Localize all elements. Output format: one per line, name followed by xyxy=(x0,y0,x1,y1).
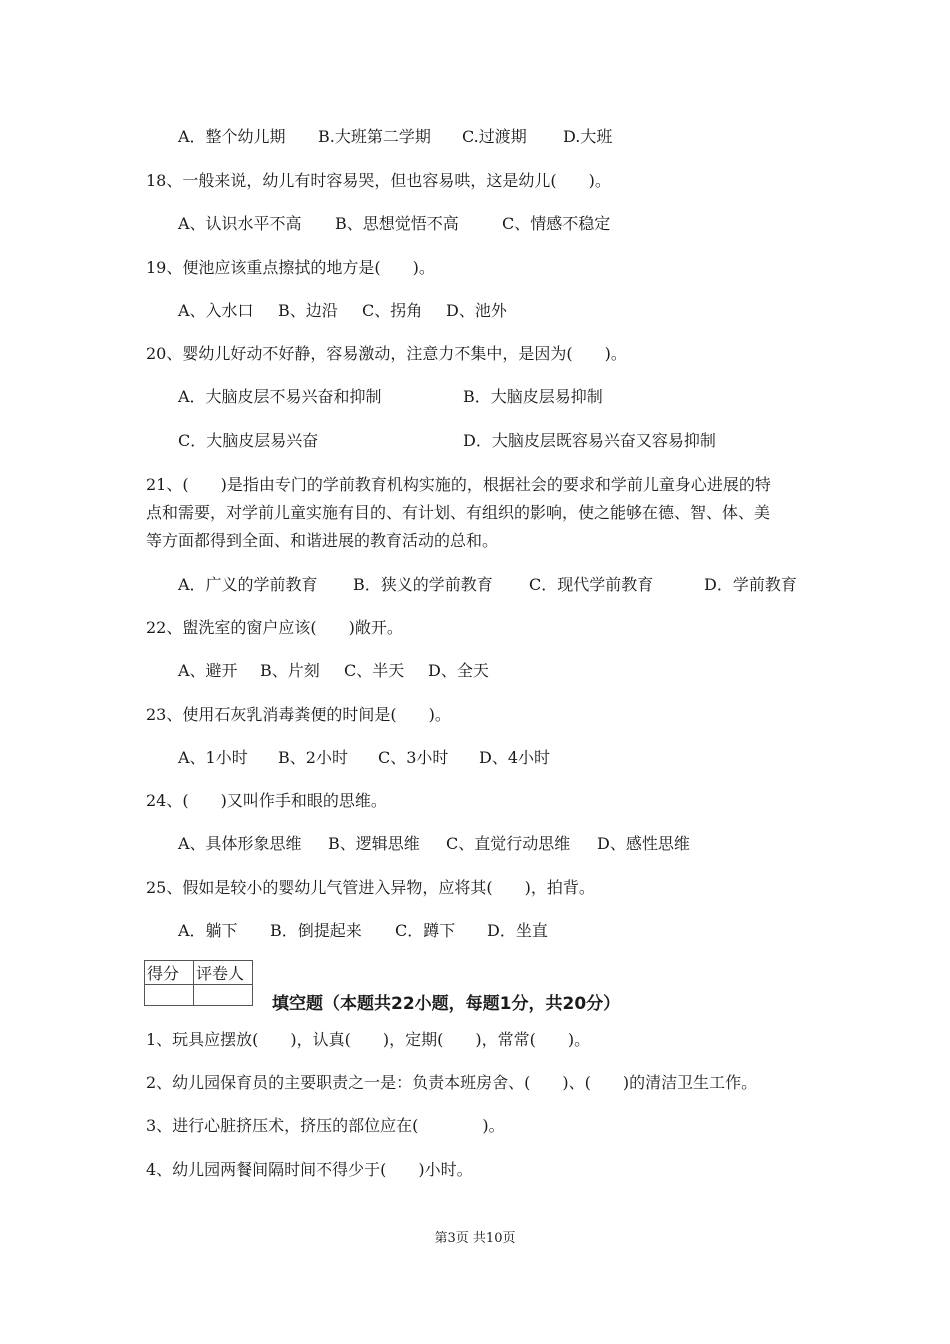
score-cell xyxy=(145,985,194,1006)
q22-option-a: A、避开 xyxy=(178,661,238,680)
q19-option-a: A、入水口 xyxy=(178,301,254,320)
q24-option-b: B、逻辑思维 xyxy=(328,834,420,853)
q24-stem: 24、( )又叫作手和眼的思维。 xyxy=(146,791,387,810)
q21-line-3: 等方面都得到全面、和谐进展的教育活动的总和。 xyxy=(146,531,499,550)
page-footer: 第3页 共10页 xyxy=(434,1231,516,1246)
q24-option-d: D、感性思维 xyxy=(597,834,690,853)
q25-option-b: B．倒提起来 xyxy=(270,921,362,940)
q22-option-d: D、全天 xyxy=(428,661,489,680)
q21-option-d: D．学前教育 xyxy=(704,575,797,594)
q18-stem: 18、一般来说，幼儿有时容易哭，但也容易哄，这是幼儿( )。 xyxy=(146,171,611,190)
score-label: 得分 xyxy=(145,961,194,985)
q21-line-1: 21、( )是指由专门的学前教育机构实施的，根据社会的要求和学前儿童身心进展的特 xyxy=(146,475,771,494)
q23-option-a: A、1小时 xyxy=(178,748,248,767)
q22-option-b: B、片刻 xyxy=(260,661,320,680)
q19-option-c: C、拐角 xyxy=(362,301,423,320)
fill-question-2: 2、幼儿园保育员的主要职责之一是：负责本班房舍、( )、( )的清洁卫生工作。 xyxy=(146,1073,758,1092)
q19-option-b: B、边沿 xyxy=(278,301,338,320)
q25-stem: 25、假如是较小的婴幼儿气管进入异物，应将其( )，拍背。 xyxy=(146,878,595,897)
q21-option-c: C．现代学前教育 xyxy=(529,575,654,594)
fill-question-4: 4、幼儿园两餐间隔时间不得少于( )小时。 xyxy=(146,1160,473,1179)
q17-option-a: A．整个幼儿期 xyxy=(178,127,286,146)
q25-option-a: A．躺下 xyxy=(178,921,238,940)
q23-option-d: D、4小时 xyxy=(479,748,551,767)
score-table xyxy=(144,960,253,1006)
q23-option-c: C、3小时 xyxy=(378,748,449,767)
q19-stem: 19、便池应该重点擦拭的地方是( )。 xyxy=(146,258,435,277)
fill-question-1: 1、玩具应摆放( )，认真( )，定期( )，常常( )。 xyxy=(146,1030,591,1049)
q21-line-2: 点和需要，对学前儿童实施有目的、有计划、有组织的影响，使之能够在德、智、体、美 xyxy=(146,503,771,522)
q25-option-d: D．坐直 xyxy=(487,921,548,940)
q21-option-a: A．广义的学前教育 xyxy=(178,575,318,594)
q17-option-b: B.大班第二学期 xyxy=(318,127,431,146)
q24-option-a: A、具体形象思维 xyxy=(178,834,302,853)
grader-label: 评卷人 xyxy=(194,961,253,985)
q25-option-c: C．蹲下 xyxy=(395,921,456,940)
q18-option-b: B、思想觉悟不高 xyxy=(335,214,459,233)
fill-question-3: 3、进行心脏挤压术，挤压的部位应在( )。 xyxy=(146,1116,505,1135)
grader-cell xyxy=(194,985,253,1006)
q20-option-c: C．大脑皮层易兴奋 xyxy=(178,431,319,450)
q19-option-d: D、池外 xyxy=(446,301,507,320)
q17-option-d: D.大班 xyxy=(563,127,613,146)
q20-option-b: B．大脑皮层易抑制 xyxy=(463,387,603,406)
q23-stem: 23、使用石灰乳消毒粪便的时间是( )。 xyxy=(146,705,451,724)
q20-option-d: D．大脑皮层既容易兴奋又容易抑制 xyxy=(463,431,716,450)
q18-option-c: C、情感不稳定 xyxy=(502,214,611,233)
q17-option-c: C.过渡期 xyxy=(462,127,527,146)
q24-option-c: C、直觉行动思维 xyxy=(446,834,571,853)
q22-option-c: C、半天 xyxy=(344,661,405,680)
q18-option-a: A、认识水平不高 xyxy=(178,214,302,233)
q20-stem: 20、婴幼儿好动不好静，容易激动，注意力不集中，是因为( )。 xyxy=(146,344,627,363)
q21-option-b: B．狭义的学前教育 xyxy=(353,575,493,594)
section-title: 填空题（本题共22小题，每题1分，共20分） xyxy=(272,994,621,1014)
q20-option-a: A．大脑皮层不易兴奋和抑制 xyxy=(178,387,382,406)
q23-option-b: B、2小时 xyxy=(278,748,348,767)
q22-stem: 22、盥洗室的窗户应该( )敞开。 xyxy=(146,618,403,637)
